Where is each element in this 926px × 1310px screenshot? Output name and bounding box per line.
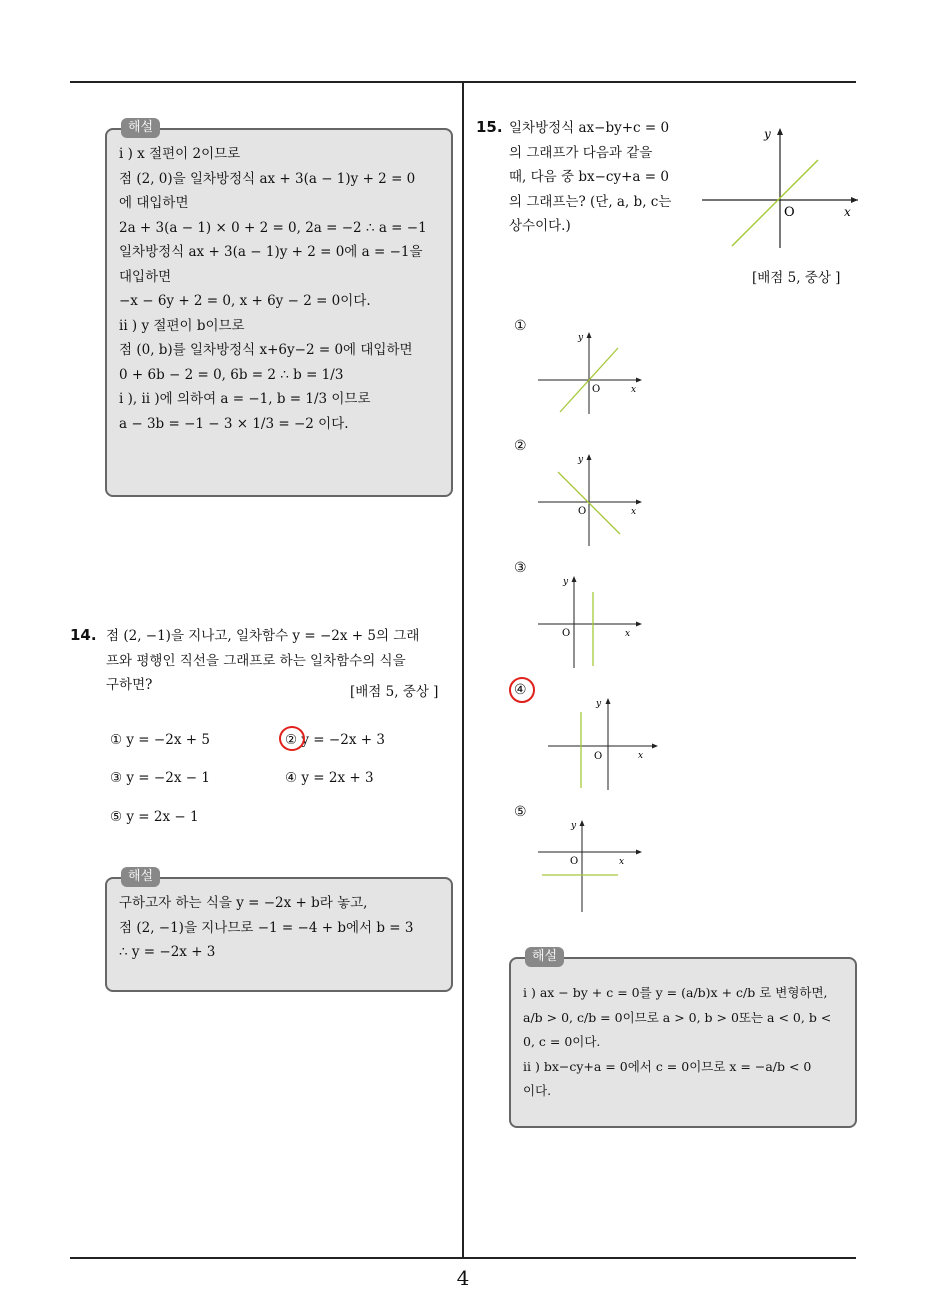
question-line: 구하면? — [106, 677, 153, 693]
option-4[interactable]: ④ y = 2x + 3 — [285, 770, 374, 786]
choice-1-label[interactable]: ① — [514, 318, 527, 334]
solution-line: 점 (2, 0)을 일차방정식 ax + 3(a − 1)y + 2 = 0 — [119, 170, 416, 187]
y-axis-label: y — [563, 577, 569, 587]
x-axis-label: x — [631, 507, 637, 517]
solution-line: ii ) bx−cy+a = 0에서 c = 0이므로 x = −a/b < 0 — [523, 1058, 812, 1074]
score-info-15: [배점 5, 중상 ] — [752, 270, 841, 286]
option-2[interactable]: ② y = −2x + 3 — [285, 732, 385, 748]
choice-graph-5[interactable] — [536, 818, 644, 914]
solution-line: ii ) y 절편이 b이므로 — [119, 317, 245, 334]
solution-line: 2a + 3(a − 1) × 0 + 2 = 0, 2a = −2 ∴ a = −1 — [119, 219, 427, 236]
solution-line: 일차방정식 ax + 3(a − 1)y + 2 = 0에 a = −1을 — [119, 244, 423, 260]
choice-3-label[interactable]: ③ — [514, 560, 527, 576]
solution-line: 대입하면 — [119, 268, 172, 285]
solution-box-14 — [105, 869, 453, 992]
solution-tag: 해설 — [121, 867, 160, 887]
solution-line: a − 3b = −1 − 3 × 1/3 = −2 이다. — [119, 415, 349, 432]
x-axis-label: x — [619, 857, 625, 867]
question-graph — [700, 126, 860, 250]
solution-line: 에 대입하면 — [119, 195, 189, 211]
question-number-15: 15. — [476, 118, 503, 136]
question-line: 점 (2, −1)을 지나고, 일차함수 y = −2x + 5의 그래 — [106, 628, 420, 644]
solution-line: 0, c = 0이다. — [523, 1034, 601, 1049]
solution-line: i ), ii )에 의하여 a = −1, b = 1/3 이므로 — [119, 391, 371, 407]
solution-line: ∴ y = −2x + 3 — [119, 944, 216, 960]
solution-line: a/b > 0, c/b = 0이므로 a > 0, b > 0또는 a < 0, b < — [523, 1009, 832, 1025]
origin-label: O — [592, 384, 601, 395]
solution-line: 점 (2, −1)을 지나므로 −1 = −4 + b에서 b = 3 — [119, 919, 414, 936]
y-axis-label: y — [764, 127, 771, 141]
option-1[interactable]: ① y = −2x + 5 — [110, 732, 210, 748]
solution-line: 이다. — [523, 1083, 552, 1098]
x-axis-label: x — [638, 751, 644, 761]
question-line: 의 그래프가 다음과 같을 — [509, 144, 653, 161]
question-line: 상수이다.) — [509, 218, 571, 234]
question-number-14: 14. — [70, 626, 97, 644]
choice-graph-4[interactable] — [546, 696, 660, 792]
question-line: 프와 평행인 직선을 그래프로 하는 일차함수의 식을 — [106, 652, 406, 669]
y-axis-label: y — [571, 821, 577, 831]
page-number: 4 — [456, 1266, 470, 1290]
option-3[interactable]: ③ y = −2x − 1 — [110, 770, 210, 786]
solution-line: −x − 6y + 2 = 0, x + 6y − 2 = 0이다. — [119, 293, 371, 309]
question-line: 때, 다음 중 bx−cy+a = 0 — [509, 169, 669, 185]
score-info-14: [배점 5, 중상 ] — [350, 684, 439, 700]
solution-tag: 해설 — [525, 947, 564, 967]
solution-line: i ) x 절편이 2이므로 — [119, 146, 241, 162]
origin-label: O — [562, 628, 571, 639]
bottom-rule — [70, 1257, 856, 1259]
origin-label: O — [570, 856, 579, 867]
option-5[interactable]: ⑤ y = 2x − 1 — [110, 809, 199, 825]
x-axis-label: x — [844, 205, 851, 219]
question-line: 의 그래프는? (단, a, b, c는 — [509, 193, 672, 210]
origin-label: O — [784, 205, 795, 220]
solution-box-15 — [509, 949, 857, 1128]
y-axis-label: y — [596, 699, 602, 709]
solution-line: 구하고자 하는 식을 y = −2x + b라 놓고, — [119, 895, 368, 911]
choice-2-label[interactable]: ② — [514, 438, 527, 454]
y-axis-label: y — [578, 455, 584, 465]
column-divider — [462, 82, 464, 1258]
answer-circle-mark — [279, 726, 305, 751]
choice-graph-1[interactable] — [536, 330, 644, 416]
solution-line: 점 (0, b)를 일차방정식 x+6y−2 = 0에 대입하면 — [119, 342, 413, 358]
origin-label: O — [578, 506, 587, 517]
choice-5-label[interactable]: ⑤ — [514, 804, 527, 820]
x-axis-label: x — [625, 629, 631, 639]
x-axis-label: x — [631, 385, 637, 395]
origin-label: O — [594, 751, 603, 762]
choice-graph-2[interactable] — [536, 452, 644, 548]
choice-4-label[interactable]: ④ — [514, 682, 527, 698]
answer-circle-mark — [509, 677, 535, 703]
solution-tag: 해설 — [121, 118, 160, 138]
choice-graph-3[interactable] — [536, 574, 644, 670]
question-line: 일차방정식 ax−by+c = 0 — [509, 120, 670, 136]
solution-line: 0 + 6b − 2 = 0, 6b = 2 ∴ b = 1/3 — [119, 366, 344, 383]
question-text-15 — [509, 116, 689, 239]
solution-box-13 — [105, 120, 453, 497]
y-axis-label: y — [578, 333, 584, 343]
solution-line: i ) ax − by + c = 0를 y = (a/b)x + c/b 로 변형하면, — [523, 985, 828, 1000]
